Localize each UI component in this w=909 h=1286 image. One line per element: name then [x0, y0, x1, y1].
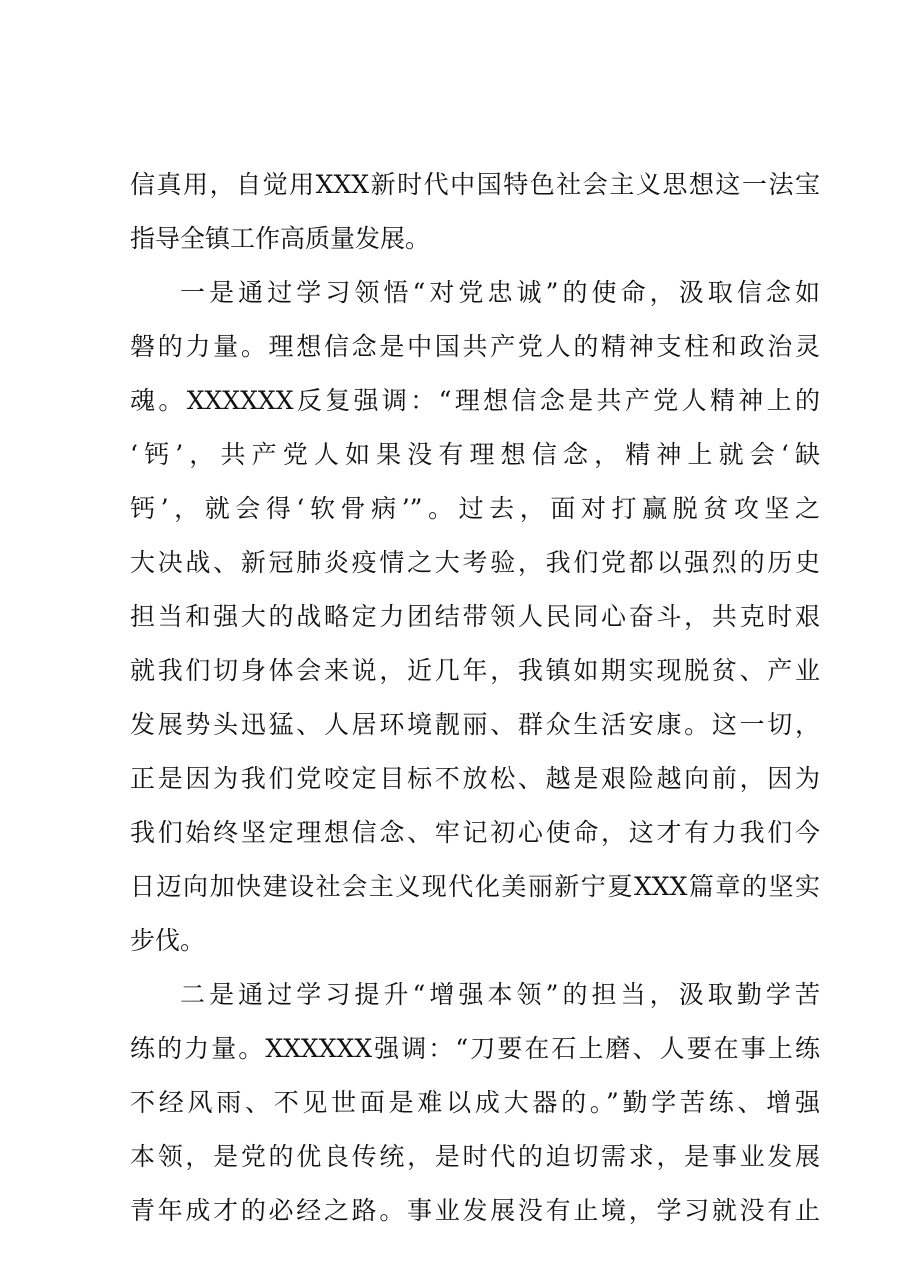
text-line: 发展势头迅猛、人居环境靓丽、群众生活安康。这一切，	[130, 710, 820, 739]
text-line: ‘钙’，共产党人如果没有理想信念，精神上就会‘缺	[130, 440, 820, 469]
text-line: 磐的力量。理想信念是中国共产党人的精神支柱和政治灵	[130, 332, 820, 361]
text-line: 步伐。	[130, 926, 206, 955]
document-body	[130, 158, 820, 1238]
text-line: 青年成才的必经之路。事业发展没有止境，学习就没有止	[130, 1196, 820, 1225]
text-line: 正是因为我们党咬定目标不放松、越是艰险越向前，因为	[130, 764, 820, 793]
text-line: 钙’，就会得‘软骨病’”。过去，面对打赢脱贫攻坚之	[130, 494, 820, 523]
text-line: 本领，是党的优良传统，是时代的迫切需求，是事业发展	[130, 1142, 820, 1171]
paragraph-start-line: 二是通过学习提升“增强本领”的担当，汲取勤学苦	[180, 980, 820, 1009]
text-line: 我们始终坚定理想信念、牢记初心使命，这才有力我们今	[130, 818, 820, 847]
text-line: 练的力量。XXXXXX强调：“刀要在石上磨、人要在事上练	[130, 1034, 820, 1063]
text-line: 信真用，自觉用XXX新时代中国特色社会主义思想这一法宝	[130, 170, 820, 199]
text-line: 不经风雨、不见世面是难以成大器的。”勤学苦练、增强	[130, 1088, 820, 1117]
text-line: 就我们切身体会来说，近几年，我镇如期实现脱贫、产业	[130, 656, 820, 685]
text-line: 日迈向加快建设社会主义现代化美丽新宁夏XXX篇章的坚实	[130, 872, 820, 901]
text-line: 指导全镇工作高质量发展。	[130, 224, 431, 253]
text-line: 大决战、新冠肺炎疫情之大考验，我们党都以强烈的历史	[130, 548, 820, 577]
text-line: 魂。XXXXXX反复强调：“理想信念是共产党人精神上的	[130, 386, 820, 415]
paragraph-start-line: 一是通过学习领悟“对党忠诚”的使命，汲取信念如	[180, 278, 820, 307]
text-line: 担当和强大的战略定力团结带领人民同心奋斗，共克时艰	[130, 602, 820, 631]
